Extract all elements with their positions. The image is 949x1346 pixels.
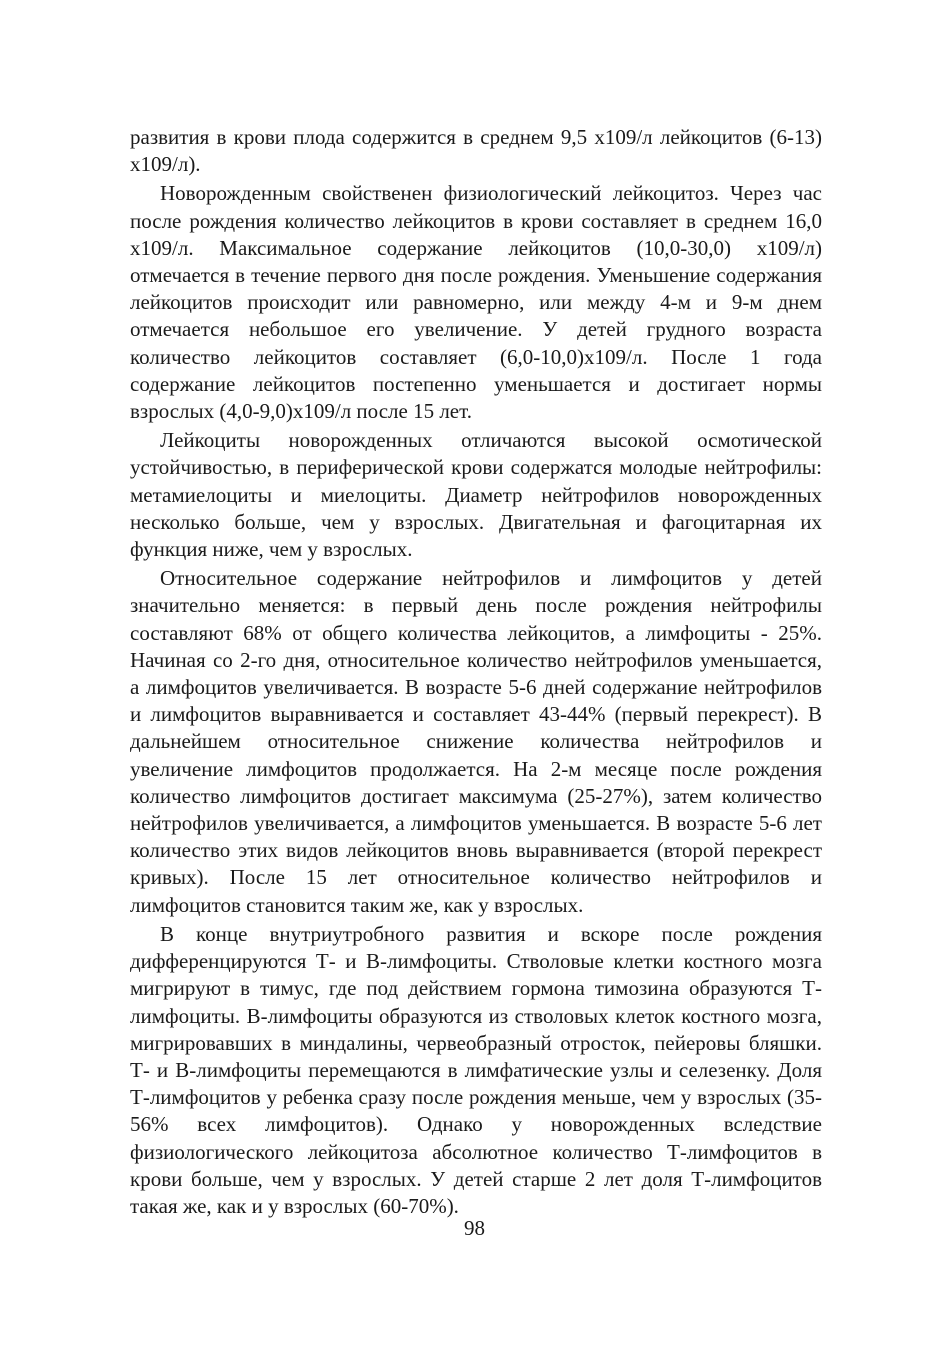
paragraph-continuation: развития в крови плода содержится в среднем 9,5 х109/л лейкоцитов (6-13) х109/л). [130,125,822,177]
paragraph-newborn-leukocytosis: Новорожденным свойственен физиологический лейкоцитоз. Через час после рождения количество лейкоцитов в крови составляет в среднем 16,0 х109/л. Максимальное содержание лейкоцитов (10,0-30,0) х109/л) отмечается в течение первого дня после рождения. Уменьшение содержания лейкоцитов происходит или равномерно, или между 4-м и 9-м днем отмечается небольшое его увеличение. У детей грудного возраста количество лейкоцитов составляет (6,0-10,0)х109/л. После 1 года содержание лейкоцитов постепенно уменьшается и достигает нормы взрослых (4,0-9,0)х109/л после 15 лет. [130,181,822,424]
paragraph-newborn-leukocytes: Лейкоциты новорожденных отличаются высокой осмотической устойчивостью, в периферической крови содержатся молодые нейтрофилы: метамиелоциты и миелоциты. Диаметр нейтрофилов новорожденных несколько больше, чем у взрослых. Двигательная и фагоцитарная их функция ниже, чем у взрослых. [130,428,822,562]
page-body [130,124,822,1222]
page-number: 98 [464,1216,485,1240]
paragraph-t-b-lymphocytes: В конце внутриутробного развития и вскоре после рождения дифференцируются Т- и В-лимфоциты. Стволовые клетки костного мозга мигрируют в тимус, где под действием гормона тимозина образуются Т-лимфоциты. В-лимфоциты образуются из стволовых клеток костного мозга, мигрировавших в миндалины, червеобразный отросток, пейеровы бляшки. Т- и В-лимфоциты перемещаются в лимфатические узлы и селезенку. Доля Т-лимфоцитов у ребенка сразу после рождения меньше, чем у взрослых (35-56% всех лимфоцитов). Однако у новорожденных вследствие физиологического лейкоцитоза абсолютное количество Т-лимфоцитов в крови больше, чем у взрослых. У детей старше 2 лет доля Т-лимфоцитов такая же, как и у взрослых (60-70%). [130,921,822,1218]
paragraph-neutrophils-lymphocytes: Относительное содержание нейтрофилов и лимфоцитов у детей значительно меняется: в первый день после рождения нейтрофилы составляют 68% от общего количества лейкоцитов, а лимфоциты - 25%. Начиная со 2-го дня, относительное количество нейтрофилов уменьшается, а лимфоцитов увеличивается. В возрасте 5-6 дней содержание нейтрофилов и лимфоцитов выравнивается и составляет 43-44% (первый перекрест). В дальнейшем относительное снижение количества нейтрофилов и увеличение лимфоцитов продолжается. На 2-м месяце после рождения количество лимфоцитов достигает максимума (25-27%), затем количество нейтрофилов увеличивается, а лимфоцитов уменьшается. В возрасте 5-6 лет количество этих видов лейкоцитов вновь выравнивается (второй перекрест кривых). После 15 лет относительное количество нейтрофилов и лимфоцитов становится таким же, как у взрослых. [130,566,822,917]
